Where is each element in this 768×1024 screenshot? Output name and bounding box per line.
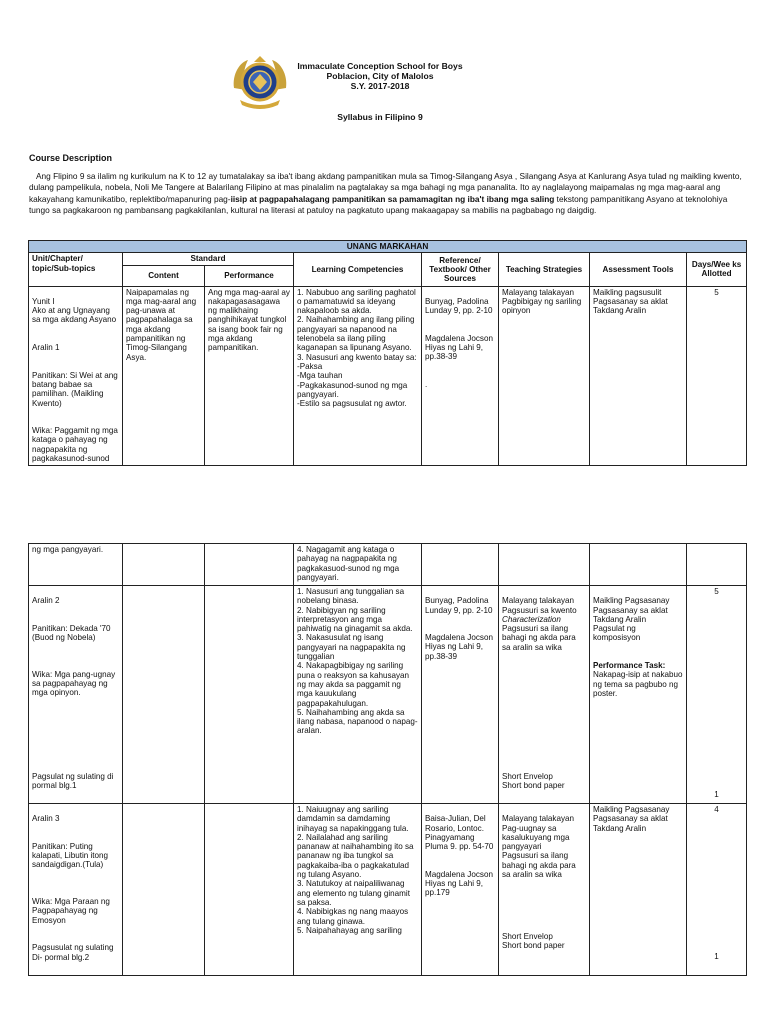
cell-days: 5 bbox=[687, 286, 747, 465]
empty-cell bbox=[123, 544, 205, 586]
cell-content-standard: Naipapamalas ng mga mag-aaral ang pag-unawa at pagpapahalaga sa mga akdang pampanitikan ng Timog-Silangang Asya. bbox=[123, 286, 205, 465]
cell-unit bbox=[29, 586, 123, 804]
cell-competencies-continued: 4. Nagagamit ang kataga o pahayag na nagpapakita ng pagkakasuod-sunod ng mga pangyayari. bbox=[294, 544, 422, 586]
reference-2: Magdalena Jocson Hiyas ng Lahi 9, pp.38-39 bbox=[425, 633, 493, 661]
cell-strategies bbox=[499, 586, 590, 804]
cell-unit-continued: ng mga pangyayari. bbox=[29, 544, 123, 586]
description-part-1: Ang Flipino 9 sa ilalim ng kurikulum na K to 12 ay tumatalakay sa iba't ibang akdang pampanitikan mula sa Timog-Silangang Asya , Silangang Asya at Kanlurang Asya tulad ng maikling kwento, dulang pampelikula, nobela, Noli Me Tangere at Balarilang Filipino at mas pinalalim na pagtalakay sa mga bahagi ng mga pananalita. Ito ay naglalayong maipamalas ng mga mag-aaral ang kakayahang kamunikatibo, replektibo/mapanuring pag- bbox=[29, 171, 742, 204]
school-header bbox=[280, 61, 480, 91]
cell-performance-standard: Ang mga mag-aaral ay nakapagasasagawa ng malikhaing panghihikayat tungkol sa isang book fair ng mga akdang pampanitikan. bbox=[205, 286, 294, 465]
strategy-analysis: Pagsusuri sa ilang bahagi ng akda para sa aralin sa wika bbox=[502, 624, 576, 652]
days-bottom-value: 1 bbox=[714, 790, 719, 799]
language-topic: Wika: Mga pang-ugnay sa pagpapahayag ng mga opinyon. bbox=[32, 669, 116, 698]
strategy-italic: Characterization bbox=[502, 614, 561, 624]
header-reference: Reference/ Textbook/ Other Sources bbox=[422, 253, 499, 286]
cell-unit bbox=[29, 286, 123, 465]
cell-days bbox=[687, 586, 747, 804]
lesson-label: Aralin 1 bbox=[32, 343, 60, 353]
days-value: 5 bbox=[714, 587, 719, 596]
school-name: Immaculate Conception School for Boys bbox=[297, 61, 463, 71]
empty-cell bbox=[205, 804, 294, 976]
cell-competencies: 1. Nabubuo ang sariling paghatol o pamamatuwid sa ideyang nakapaloob sa akda. 2. Naihahambing ang ilang piling pangyayari sa napanood na telenobela sa ilang piling kaganapan sa lipunang Asyano. 3. Nasusuri ang kwento batay sa: -Paksa -Mga tauhan -Pagkakasunod-sunod ng mga pangyayari. -Estilo sa pagsusulat ng awtor. bbox=[294, 286, 422, 465]
reference-1: Bunyag, Padolina Lunday 9, pp. 2-10 bbox=[425, 296, 493, 316]
cell-assessment: Maikling Pagsasanay Pagsasanay sa aklat Takdang Aralin bbox=[590, 804, 687, 976]
assessment-list: Maikling Pagsasanay Pagsasanay sa aklat Takdang Aralin Pagsulat ng komposisyon bbox=[593, 596, 670, 643]
cell-assessment bbox=[590, 586, 687, 804]
language-topic: Wika: Mga Paraan ng Pagpapahayag ng Emosyon bbox=[32, 897, 110, 925]
header-strategies: Teaching Strategies bbox=[499, 253, 590, 286]
cell-strategies: Malayang talakayan Pagbibigay ng sariling opinyon bbox=[499, 286, 590, 465]
empty-cell bbox=[123, 586, 205, 804]
header-days: Days/Wee ks Allotted bbox=[687, 253, 747, 286]
cell-competencies: 1. Nasusuri ang tunggalian sa nobelang binasa. 2. Nabibigyan ng sariling interpretasyon ang mga pahiwatig na ginagamit sa akda. 3. Nakasusulat ng isang pangyayari na nagpapakita ng tunggalian 4. Nakapagbibigay ng sariling puna o reaksyon sa kahusayan ng may akda sa paggamit ng mga kauukulang pagpapakahulugan. 5. Naihahambing ang akda sa ilang nabasa, napanood o napag-aralan. bbox=[294, 586, 422, 804]
empty-cell bbox=[422, 544, 499, 586]
empty-cell bbox=[499, 544, 590, 586]
empty-cell bbox=[205, 544, 294, 586]
cell-reference bbox=[422, 586, 499, 804]
header-standard: Standard bbox=[123, 253, 294, 265]
quarter-title: UNANG MARKAHAN bbox=[29, 241, 747, 253]
literature-label: Panitikan: bbox=[32, 623, 70, 633]
reference-2: Magdalena Jocson Hiyas ng Lahi 9, pp.179 bbox=[425, 869, 493, 898]
header-competencies: Learning Competencies bbox=[294, 253, 422, 286]
lesson-label: Aralin 3 bbox=[32, 814, 60, 824]
cell-days bbox=[687, 804, 747, 976]
empty-cell bbox=[687, 544, 747, 586]
writing-task: Pagsusulat ng sulating Di- pormal blg.2 bbox=[32, 943, 114, 962]
language-topic: Wika: Paggamit ng mga kataga o pahayag ng nagpapakita ng pagkakasunod-sunod bbox=[32, 426, 118, 464]
strategy-list: Malayang talakayan Pagsusuri sa kwento bbox=[502, 596, 577, 615]
days-bottom-value: 1 bbox=[714, 952, 719, 961]
syllabus-table-part-2 bbox=[28, 543, 747, 976]
reference-1: Bunyag, Padolina Lunday 9, pp. 2-10 bbox=[425, 596, 493, 615]
syllabus-title: Syllabus in Filipino 9 bbox=[337, 112, 423, 122]
header-unit: Unit/Chapter/ topic/Sub-topics bbox=[29, 253, 123, 286]
table-row-aralin-1 bbox=[29, 286, 747, 465]
strategy-list: Malayang talakayan Pag-uugnay sa kasalukuyang mga pangyayari Pagsusuri sa ilang bahagi ng akda para sa aralin sa wika bbox=[502, 814, 576, 880]
header-content: Content bbox=[123, 265, 205, 286]
performance-task: Nakapag-isip at nakabuo ng tema sa pagbubo ng poster. bbox=[593, 670, 683, 698]
school-year: S.Y. 2017-2018 bbox=[350, 81, 410, 91]
cell-reference bbox=[422, 804, 499, 976]
reference-2: Magdalena Jocson Hiyas ng Lahi 9, pp.38-39 bbox=[425, 333, 493, 362]
literature-title: Dekada '70 bbox=[69, 623, 111, 633]
syllabus-table-part-1 bbox=[28, 240, 747, 466]
literature-type: (Buod ng Nobela) bbox=[32, 633, 96, 643]
cell-reference bbox=[422, 286, 499, 465]
course-description-heading: Course Description bbox=[29, 153, 113, 163]
cell-competencies: 1. Naiuugnay ang sariling damdamin sa damdaming inihayag sa napakinggang tula. 2. Nailalahad ang sariling pananaw at naihahambing ito sa pananaw ng iba tungkol sa pagkakaiba-iba o pagkakatulad ng tulang Asyano. 3. Natutukoy at naipaliliwanag ang elemento ng tulang ginamit sa paksa. 4. Nabibigkas ng nang maayos ang tulang ginawa. 5. Naipahahayag ang sariling bbox=[294, 804, 422, 976]
course-description-text bbox=[29, 171, 745, 217]
cell-strategies bbox=[499, 804, 590, 976]
unit-title: Yunit I Ako at ang Ugnayang sa mga akdang Asyano bbox=[32, 296, 117, 325]
empty-cell bbox=[590, 544, 687, 586]
performance-task-label: Performance Task: bbox=[593, 661, 666, 671]
cell-unit bbox=[29, 804, 123, 976]
literature-topic: Panitikan: Puting kalapati, Libutin itong sandaigdigan.(Tula) bbox=[32, 841, 109, 870]
reference-1: Baisa-Julian, Del Rosario, Lontoc. Pinagyamang Pluma 9. pp. 54-70 bbox=[425, 814, 494, 852]
strategy-materials: Short Envelop Short bond paper bbox=[502, 932, 565, 951]
header-performance: Performance bbox=[205, 265, 294, 286]
literature-topic: Panitikan: Si Wei at ang batang babae sa pamilihan. (Maikling Kwento) bbox=[32, 370, 118, 408]
empty-cell bbox=[205, 586, 294, 804]
description-part-2: tekstong pampanitikang Asyano at teknolohiya tungo sa pagkakaroon ng pambansang pagkakilanlan, kultural na literasi at patuloy na pagkatuto upang makaagapay sa mabilis na pagbabago ng daigdig. bbox=[29, 193, 728, 216]
days-value: 4 bbox=[714, 805, 719, 814]
lesson-label: Aralin 2 bbox=[32, 596, 60, 606]
writing-task: Pagsulat ng sulating di pormal blg.1 bbox=[32, 772, 114, 791]
header-assessment: Assessment Tools bbox=[590, 253, 687, 286]
reference-3: . bbox=[425, 379, 428, 389]
table-row-aralin-2 bbox=[29, 586, 747, 804]
cell-assessment: Maikling pagsusulit Pagsasanay sa aklat Takdang Aralin bbox=[590, 286, 687, 465]
description-bold: iisip at pagpapahalagang pampanitikan sa pamamagitan ng iba't ibang mga saling bbox=[230, 193, 555, 204]
empty-cell bbox=[123, 804, 205, 976]
table-row-continuation bbox=[29, 544, 747, 586]
table-row-aralin-3 bbox=[29, 804, 747, 976]
school-location: Poblacion, City of Malolos bbox=[326, 71, 434, 81]
strategy-materials: Short Envelop Short bond paper bbox=[502, 772, 565, 791]
